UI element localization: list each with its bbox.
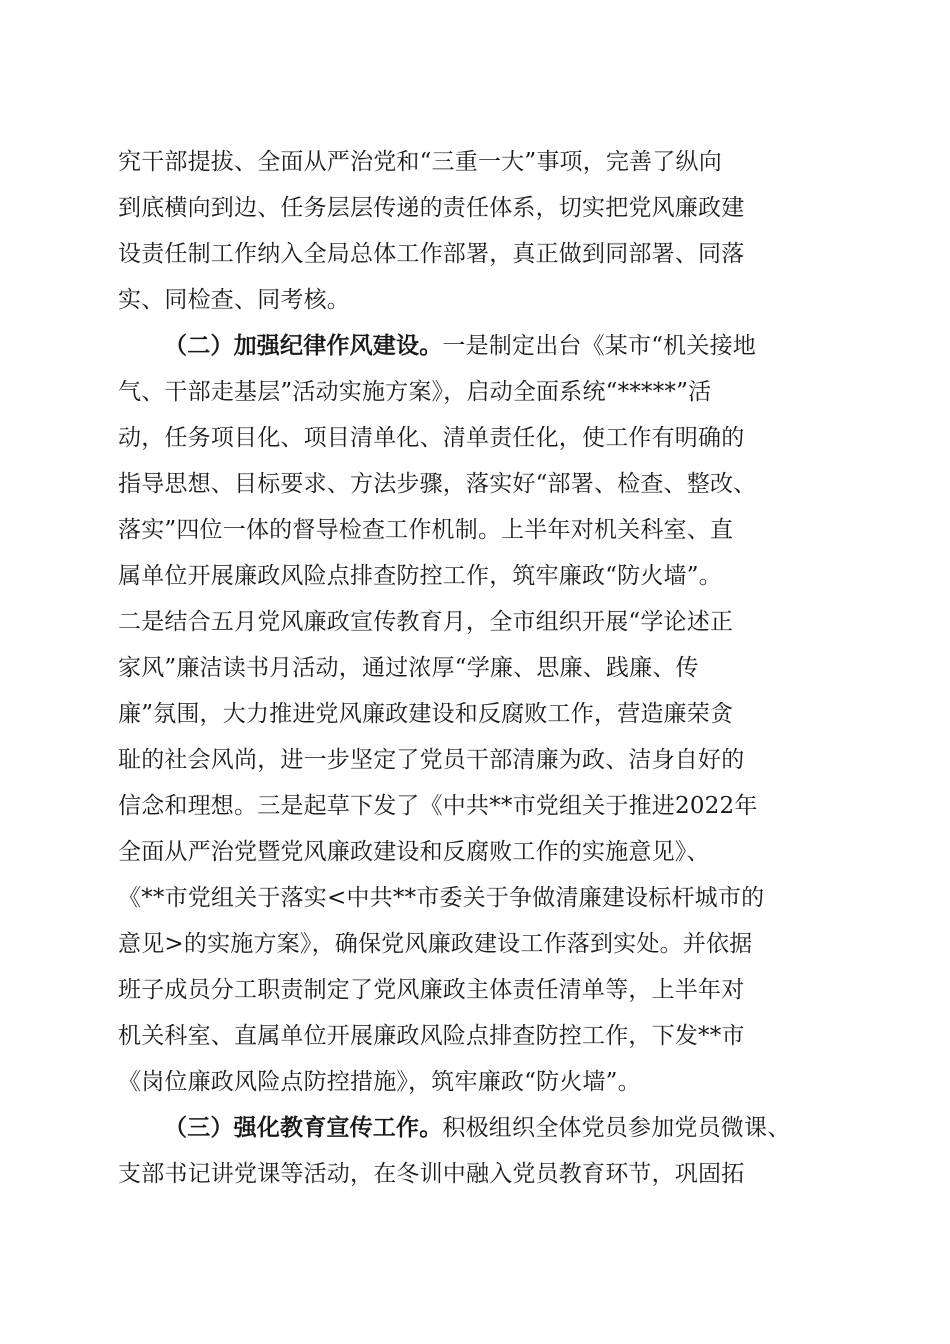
text-line: 二是结合五月党风廉政宣传教育月，全市组织开展“学论述正 (118, 609, 734, 635)
text-line: 家风”廉洁读书月活动，通过浓厚“学廉、思廉、践廉、传 (118, 655, 699, 681)
text-line: 意见>的实施方案》，确保党风廉政建设工作落到实处。并依据 (118, 931, 753, 957)
section-3-first-line (164, 1114, 838, 1142)
text-line: 气、干部走基层”活动实施方案》，启动全面系统“*****”活 (118, 379, 712, 405)
text-line: 机关科室、直属单位开展廉政风险点排查防控工作，下发**市 (118, 1023, 745, 1049)
section-3-text: 积极组织全体党员参加党员微课、 (442, 1115, 791, 1141)
text-line: 支部书记讲党课等活动，在冬训中融入党员教育环节，巩固拓 (118, 1161, 745, 1187)
text-line: 到底横向到边、任务层层传递的责任体系，切实把党风廉政建 (118, 195, 745, 221)
text-line: 全面从严治党暨党风廉政建设和反腐败工作的实施意见》、 (118, 839, 710, 865)
text-line: 耻的社会风尚，进一步坚定了党员干部清廉为政、洁身自好的 (118, 747, 745, 773)
text-line: 廉”氛围，大力推进党风廉政建设和反腐败工作，营造廉荣贪 (118, 701, 734, 727)
text-line: 究干部提拔、全面从严治党和“三重一大”事项，完善了纵向 (118, 149, 722, 175)
text-line: 实、同检查、同考核。 (118, 287, 350, 313)
text-line: 《岗位廉政风险点防控措施》，筑牢廉政“防火墙”。 (118, 1069, 641, 1095)
text-line: 设责任制工作纳入全局总体工作部署，真正做到同部署、同落 (118, 241, 745, 267)
section-2-heading: （二）加强纪律作风建设。 (164, 333, 443, 359)
section-3-heading: （三）强化教育宣传工作。 (164, 1115, 443, 1141)
text-line: 《**市党组关于落实<中共**市委关于争做清廉建设标杆城市的 (118, 885, 765, 911)
text-line: 落实”四位一体的督导检查工作机制。上半年对机关科室、直 (118, 517, 734, 543)
section-2-first-line (164, 332, 838, 360)
text-line: 班子成员分工职责制定了党风廉政主体责任清单等，上半年对 (118, 977, 745, 1003)
text-line: 信念和理想。三是起草下发了《中共**市党组关于推进2022年 (118, 793, 758, 819)
text-line: 动，任务项目化、项目清单化、清单责任化，使工作有明确的 (118, 425, 745, 451)
text-line: 属单位开展廉政风险点排查防控工作，筑牢廉政“防火墙”。 (118, 563, 722, 589)
text-line: 指导思想、目标要求、方法步骤，落实好“部署、检查、整改、 (118, 471, 757, 497)
section-2-text: 一是制定出台《某市“机关接地 (442, 333, 756, 359)
